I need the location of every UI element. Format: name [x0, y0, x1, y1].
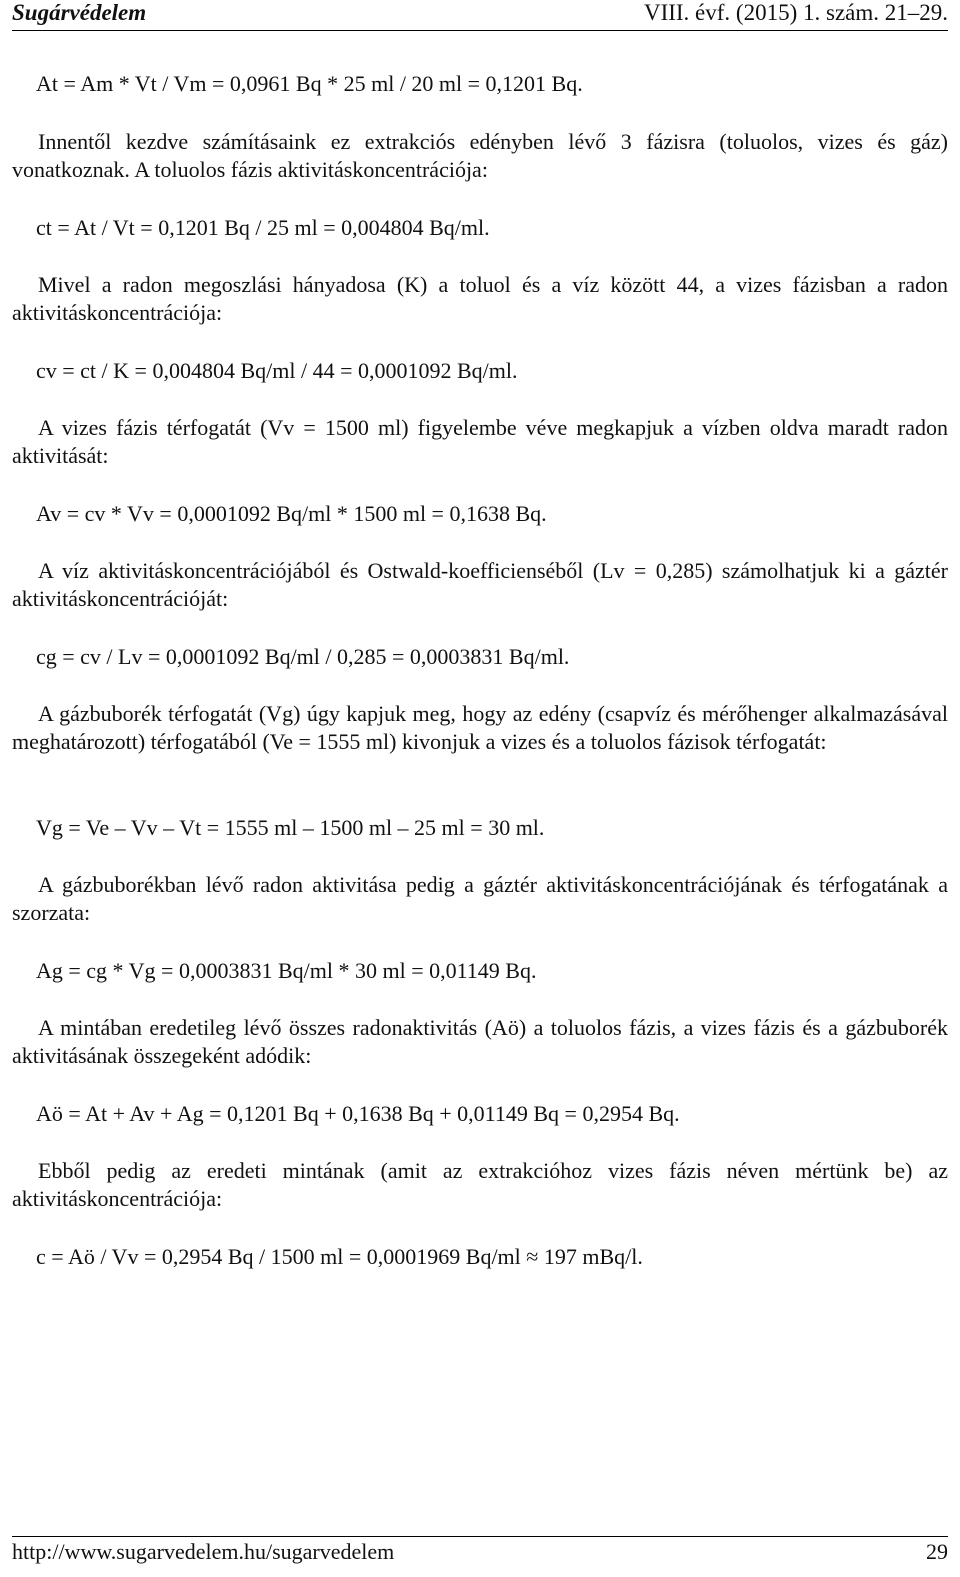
paragraph-6 [12, 871, 948, 927]
journal-title: Sugárvédelem [12, 0, 147, 25]
equation-5: cg = cv / Lv = 0,0001092 Bq/ml / 0,285 = 0,0003831 Bq/ml. [36, 644, 570, 669]
running-header [12, 0, 948, 31]
paragraph-1 [12, 128, 948, 184]
equation-3: cv = ct / K = 0,004804 Bq/ml / 44 = 0,0001092 Bq/ml. [36, 358, 518, 383]
equation-9: c = Aö / Vv = 0,2954 Bq / 1500 ml = 0,0001969 Bq/ml ≈ 197 mBq/l. [36, 1244, 643, 1269]
footer-url-link[interactable]: http://www.sugarvedelem.hu/sugarvedelem [12, 1539, 395, 1564]
paragraph-7 [12, 1014, 948, 1070]
paragraph-2 [12, 271, 948, 327]
paragraph-6-text: A gázbuborékban lévő radon aktivitása pedig a gáztér aktivitáskoncentrációjának és térfogatának a szorzata: [12, 872, 948, 925]
equation-1: At = Am * Vt / Vm = 0,0961 Bq * 25 ml / 20 ml = 0,1201 Bq. [36, 71, 583, 96]
equation-2: ct = At / Vt = 0,1201 Bq / 25 ml = 0,004804 Bq/ml. [36, 215, 490, 240]
paragraph-5-text: A gázbuborék térfogatát (Vg) úgy kapjuk meg, hogy az edény (csapvíz és mérőhenger alkalmazásával meghatározott) térfogatából (Ve = 1555 ml) kivonjuk a vizes és a toluolos fázisok térfogatát: [12, 701, 948, 754]
page-number: 29 [926, 1539, 948, 1564]
paragraph-4-text: A víz aktivitáskoncentrációjából és Ostwald-koefficienséből (Lv = 0,285) számolhatjuk ki a gáztér aktivitáskoncentrációját: [12, 558, 948, 611]
equation-4: Av = cv * Vv = 0,0001092 Bq/ml * 1500 ml = 0,1638 Bq. [36, 501, 547, 526]
issue-info: VIII. évf. (2015) 1. szám. 21–29. [643, 0, 948, 25]
paragraph-7-text: A mintában eredetileg lévő összes radonaktivitás (Aö) a toluolos fázis, a vizes fázis és a gázbuborék aktivitásának összegeként adódik: [12, 1015, 948, 1068]
paragraph-4 [12, 557, 948, 613]
paragraph-1-text: Innentől kezdve számításaink ez extrakciós edényben lévő 3 fázisra (toluolos, vizes és gáz) vonatkoznak. A toluolos fázis aktivitáskoncentrációja: [12, 129, 948, 182]
paragraph-2-text: Mivel a radon megoszlási hányadosa (K) a toluol és a víz között 44, a vizes fázisban a radon aktivitáskoncentrációja: [12, 272, 948, 325]
paragraph-8-text: Ebből pedig az eredeti mintának (amit az extrakcióhoz vizes fázis néven mértünk be) az aktivitáskoncentrációja: [12, 1158, 948, 1211]
paragraph-8 [12, 1157, 948, 1213]
equation-7: Ag = cg * Vg = 0,0003831 Bq/ml * 30 ml = 0,01149 Bq. [36, 958, 537, 983]
page-footer [12, 1536, 948, 1577]
equation-6: Vg = Ve – Vv – Vt = 1555 ml – 1500 ml – 25 ml = 30 ml. [36, 815, 545, 840]
paragraph-5 [12, 700, 948, 756]
paragraph-3 [12, 414, 948, 470]
paragraph-3-text: A vizes fázis térfogatát (Vv = 1500 ml) figyelembe véve megkapjuk a vízben oldva maradt radon aktivitását: [12, 415, 948, 468]
equation-8: Aö = At + Av + Ag = 0,1201 Bq + 0,1638 Bq + 0,01149 Bq = 0,2954 Bq. [36, 1101, 680, 1126]
